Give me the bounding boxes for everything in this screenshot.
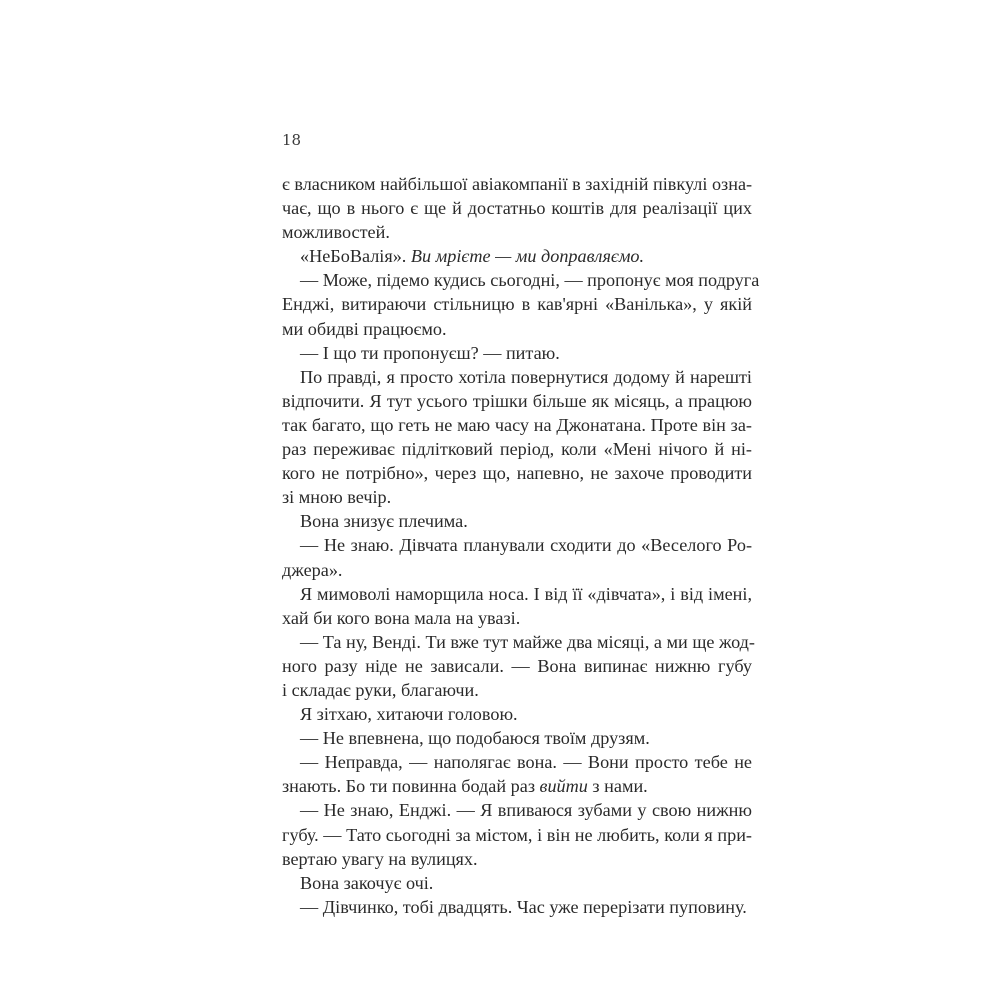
text-line <box>282 268 760 292</box>
text-segment: ного разу ніде не зависали. — Вона випинає нижню губу <box>282 655 752 676</box>
text-segment: — Не впевнена, що подобаюся твоїм друзям. <box>300 728 650 749</box>
text-line <box>282 774 752 798</box>
text-line <box>282 485 752 509</box>
text-line <box>282 413 752 437</box>
text-segment: — Не знаю, Енджі. — Я впиваюся зубами у свою нижню <box>300 800 752 821</box>
text-line <box>282 895 752 919</box>
text-line <box>282 678 752 702</box>
text-line <box>282 630 755 654</box>
text-line <box>282 509 752 533</box>
text-line <box>282 244 752 268</box>
text-segment: По правді, я просто хотіла повернутися додому й нарешті <box>300 366 752 387</box>
text-segment: Енджі, витираючи стільницю в кав'ярні «Ванілька», у якій <box>282 294 752 315</box>
text-segment: — Дівчинко, тобі двадцять. Час уже перерізати пуповину. <box>300 896 747 917</box>
italic-text: Ви мрієте — ми доправляємо. <box>410 246 645 267</box>
text-segment: знають. Бо ти повинна бодай раз <box>282 776 540 797</box>
text-line <box>282 798 752 822</box>
text-segment: — Та ну, Венді. Ти вже тут майже два місяці, а ми ще жод- <box>300 631 755 652</box>
text-segment: так багато, що геть не маю часу на Джонатана. Проте він за- <box>282 414 752 435</box>
text-segment: Вона знизує плечима. <box>300 511 468 532</box>
text-segment: Я зітхаю, хитаючи головою. <box>300 704 518 725</box>
text-line <box>282 461 752 485</box>
text-segment: джера». <box>282 559 343 580</box>
text-segment: «НеБоВалія». <box>300 246 411 267</box>
text-line <box>282 606 752 630</box>
text-segment: з нами. <box>587 776 648 797</box>
italic-text: вийти <box>539 776 588 797</box>
text-segment: і складає руки, благаючи. <box>282 679 479 700</box>
text-segment: — Не знаю. Дівчата планували сходити до «Веселого Ро- <box>300 535 752 556</box>
text-line <box>282 196 752 220</box>
text-line <box>282 172 752 196</box>
text-segment: Вона закочує очі. <box>300 872 434 893</box>
text-line <box>282 292 752 316</box>
text-line <box>282 871 752 895</box>
text-segment: вертаю увагу на вулицях. <box>282 848 478 869</box>
text-line <box>282 702 752 726</box>
text-line <box>282 558 752 582</box>
text-segment: ми обидві працюємо. <box>282 318 447 339</box>
text-line <box>282 365 752 389</box>
text-segment: — Неправда, — наполягає вона. — Вони просто тебе не <box>300 752 752 773</box>
text-segment: хай би кого вона мала на увазі. <box>282 607 521 628</box>
text-segment: — І що ти пропонуєш? — питаю. <box>300 342 560 363</box>
text-segment: чає, що в нього є ще й достатньо коштів для реалізації цих <box>282 198 752 219</box>
text-segment: зі мною вечір. <box>282 487 392 508</box>
text-line <box>282 823 752 847</box>
text-segment: можливостей. <box>282 222 390 243</box>
text-segment: раз переживає підлітковий період, коли «Мені нічого й ні- <box>282 439 752 460</box>
text-line <box>282 341 752 365</box>
text-line <box>282 389 752 413</box>
text-segment: відпочити. Я тут усього трішки більше як місяць, а працюю <box>282 390 752 411</box>
text-segment: губу. — Тато сьогодні за містом, і він не любить, коли я при- <box>282 824 752 845</box>
text-line <box>282 437 752 461</box>
text-line <box>282 726 752 750</box>
body-text <box>282 172 760 919</box>
text-segment: — Може, підемо кудись сьогодні, — пропонує моя подруга <box>300 270 760 291</box>
text-line <box>282 582 752 606</box>
text-line <box>282 317 752 341</box>
text-segment: Я мимоволі наморщила носа. І від її «дівчата», і від імені, <box>300 583 752 604</box>
text-line <box>282 654 752 678</box>
text-line <box>282 750 752 774</box>
page-number: 18 <box>282 131 302 149</box>
text-line <box>282 533 752 557</box>
text-line <box>282 847 752 871</box>
text-segment: кого не потрібно», через що, напевно, не захоче проводити <box>282 463 752 484</box>
text-line <box>282 220 752 244</box>
text-segment: є власником найбільшої авіакомпанії в західній півкулі озна- <box>282 174 753 194</box>
